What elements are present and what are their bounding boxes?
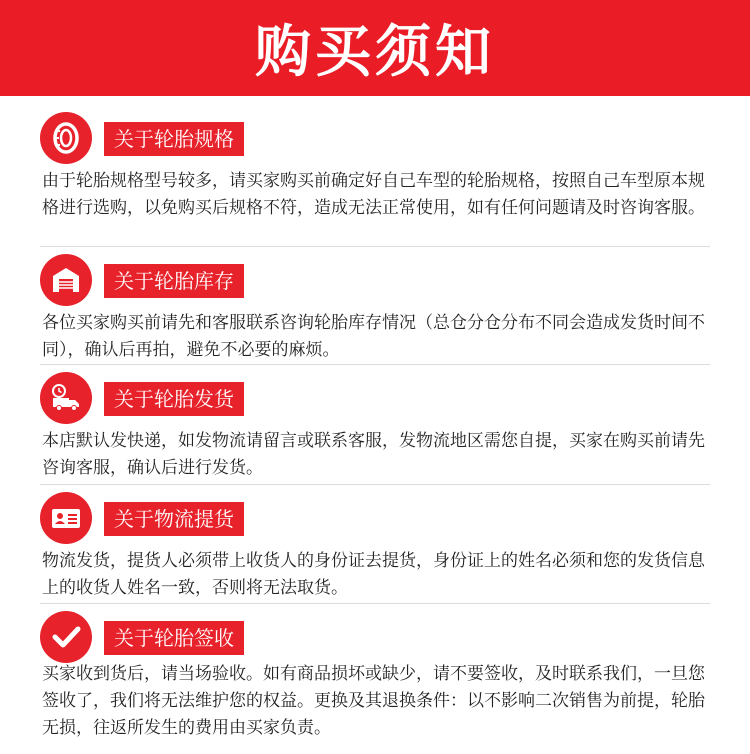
- section-body: 本店默认发快递，如发物流请留言或联系客服，发物流地区需您自提，买家在购买前请先咨询客服，确认后进行发货。: [42, 431, 705, 478]
- page-title: 购买须知: [255, 20, 495, 85]
- section-body: 物流发货，提货人必须带上收货人的身份证去提货，身份证上的姓名必须和您的发货信息上的收货人姓名一致，否则将无法取货。: [42, 551, 705, 598]
- section-title: 关于物流提货: [104, 502, 244, 536]
- warehouse-icon: [40, 254, 92, 306]
- section-body: 各位买家购买前请先和客服联系咨询轮胎库存情况（总仓分仓分布不同会造成发货时间不同），确认后再拍，避免不必要的麻烦。: [42, 313, 705, 360]
- divider: [40, 484, 710, 485]
- delivery-truck-icon: [40, 372, 92, 424]
- header-banner: [0, 0, 750, 96]
- divider: [40, 603, 710, 604]
- tire-icon: [40, 112, 92, 164]
- section-title: 关于轮胎签收: [104, 621, 244, 655]
- section-title: 关于轮胎发货: [104, 382, 244, 416]
- section-title: 关于轮胎规格: [104, 122, 244, 156]
- divider: [40, 364, 710, 365]
- id-card-icon: [40, 492, 92, 544]
- section-body: 由于轮胎规格型号较多，请买家购买前确定好自己车型的轮胎规格，按照自己车型原本规格进行选购，以免购买后规格不符，造成无法正常使用，如有任何问题请及时咨询客服。: [42, 171, 705, 218]
- section-title: 关于轮胎库存: [104, 264, 244, 298]
- divider: [40, 246, 710, 247]
- section-body: 买家收到货后，请当场验收。如有商品损坏或缺少，请不要签收，及时联系我们，一旦您签收了，我们将无法维护您的权益。更换及其退换条件：以不影响二次销售为前提，轮胎无损，往返所发生的费用由买家负责。: [42, 664, 705, 738]
- checkmark-icon: [40, 611, 92, 663]
